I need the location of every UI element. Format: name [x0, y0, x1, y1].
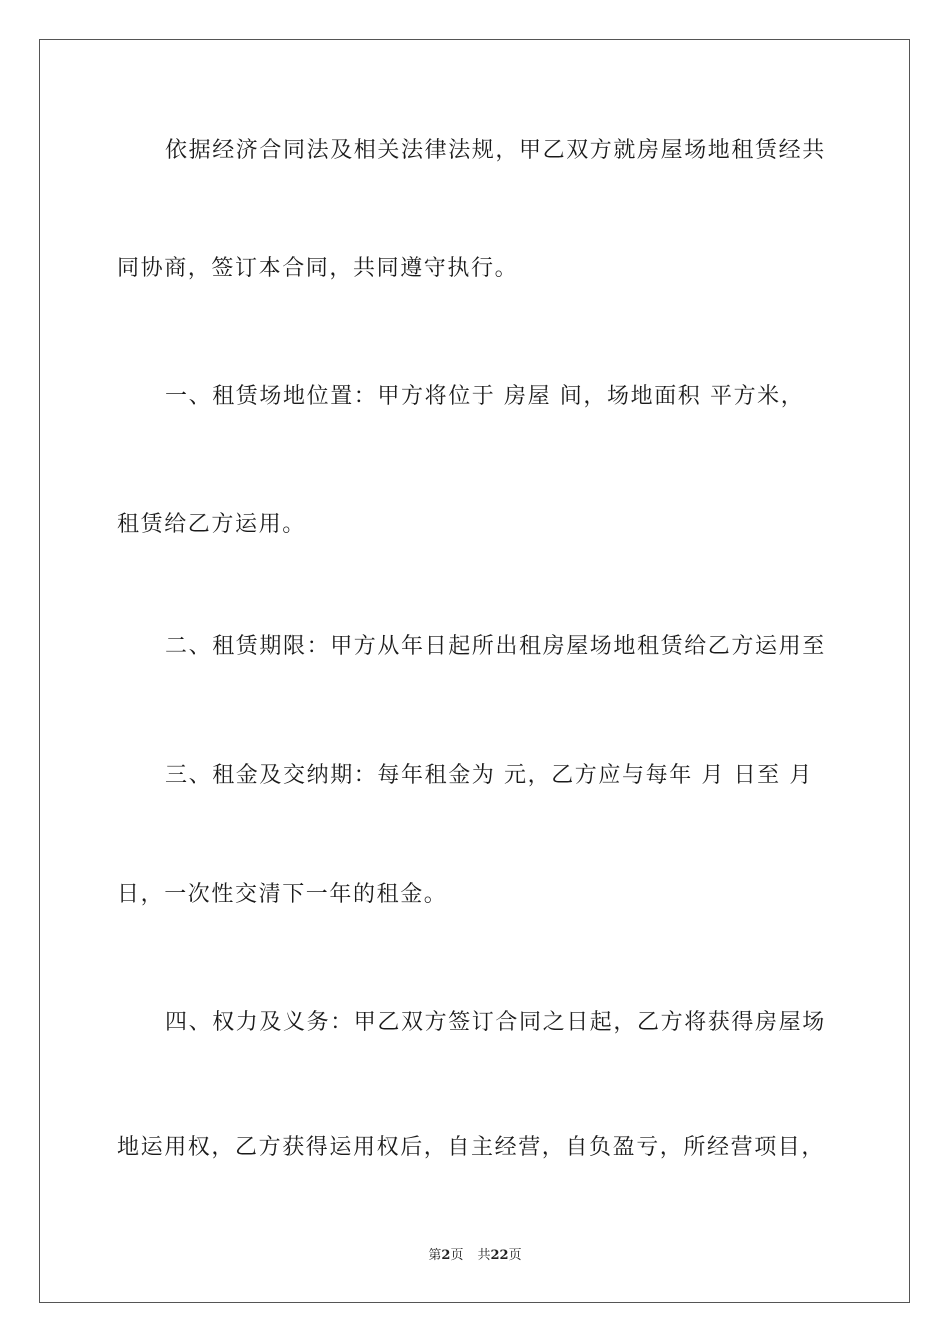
page-footer: [0, 1247, 950, 1265]
footer-total-suffix: 页: [508, 1248, 522, 1263]
clause-4-line-2: 地运用权，乙方获得运用权后，自主经营，自负盈亏，所经营项目，: [117, 1135, 826, 1160]
clause-4-line-1: 四、权力及义务：甲乙双方签订合同之日起，乙方将获得房屋场: [165, 1010, 826, 1035]
clause-2-line-1: 二、租赁期限：甲方从年日起所出租房屋场地租赁给乙方运用至: [165, 634, 826, 659]
clause-3-line-2: 日，一次性交清下一年的租金。: [117, 882, 448, 907]
footer-page-prefix: 第: [428, 1248, 442, 1263]
clause-3-line-1: 三、租金及交纳期：每年租金为 元，乙方应与每年 月 日至 月: [165, 763, 813, 788]
clause-1-line-2: 租赁给乙方运用。: [117, 512, 306, 537]
page-border: [39, 39, 910, 1303]
footer-total-number: 22: [490, 1248, 509, 1263]
clause-1-line-1: 一、租赁场地位置：甲方将位于 房屋 间，场地面积 平方米，: [165, 384, 805, 409]
paragraph-intro-line-2: 同协商，签订本合同，共同遵守执行。: [117, 256, 519, 281]
footer-page-suffix: 页: [450, 1248, 464, 1263]
footer-page-number: 2: [441, 1248, 451, 1263]
footer-total-prefix: 共: [477, 1248, 491, 1263]
paragraph-intro-line-1: 依据经济合同法及相关法律法规，甲乙双方就房屋场地租赁经共: [165, 138, 826, 163]
